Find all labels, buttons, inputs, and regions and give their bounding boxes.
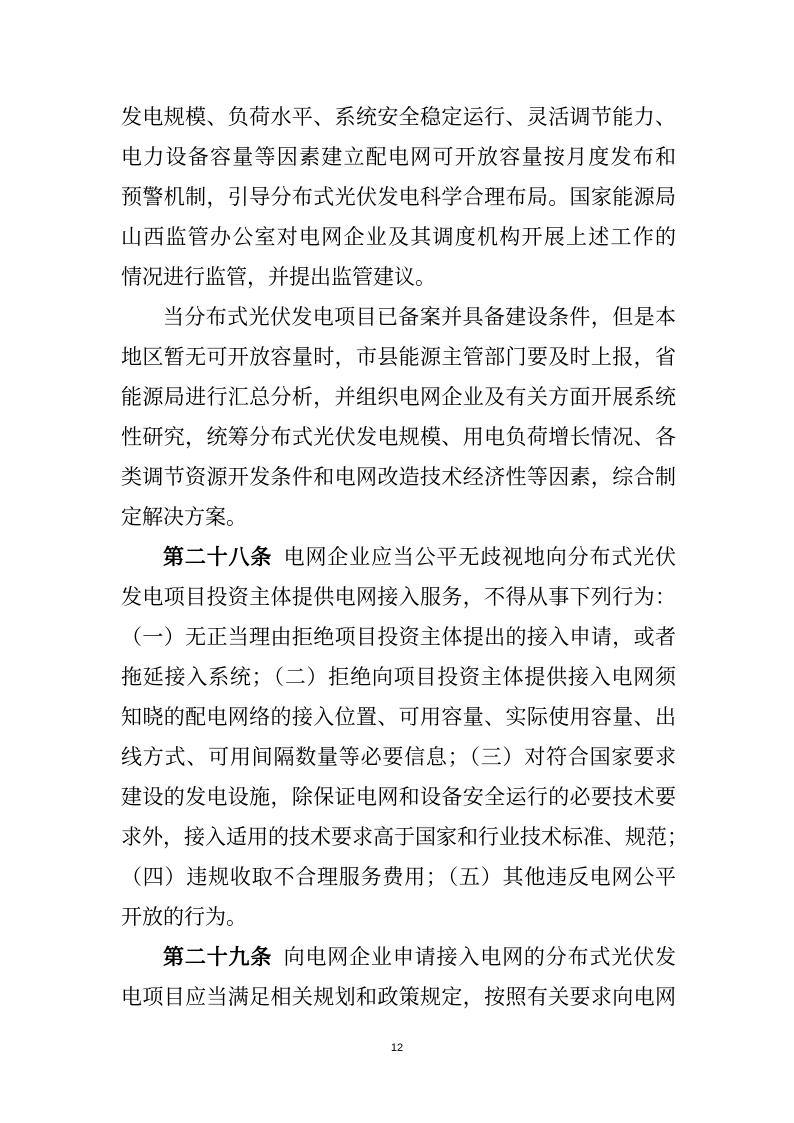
text-line: 山西监管办公室对电网企业及其调度机构开展上述工作的: [121, 225, 676, 249]
text-line: 发电规模、负荷水平、系统安全稳定运行、灵活调节能力、: [121, 105, 676, 129]
article-28-first-line: [121, 537, 676, 577]
text-line: 性研究，统筹分布式光伏发电规模、用电负荷增长情况、各: [121, 425, 676, 449]
text-line: 电项目应当满足相关规划和政策规定，按照有关要求向电网: [121, 985, 676, 1009]
text-line: 定解决方案。: [121, 505, 247, 529]
text-line: （四）违规收取不合理服务费用；（五）其他违反电网公平: [121, 865, 676, 889]
article-28-text: 电网企业应当公平无歧视地向分布式光伏: [282, 545, 677, 569]
article-29-heading: 第二十九条: [163, 945, 273, 969]
text-line: 知晓的配电网络的接入位置、可用容量、实际使用容量、出: [121, 705, 676, 729]
page-number: 12: [390, 1042, 404, 1054]
text-line: 地区暂无可开放容量时，市县能源主管部门要及时上报，省: [121, 345, 676, 369]
text-line: 开放的行为。: [121, 905, 247, 929]
article-29-first-line: [121, 937, 676, 977]
text-line: 建设的发电设施，除保证电网和设备安全运行的必要技术要: [121, 785, 676, 809]
text-line: 当分布式光伏发电项目已备案并具备建设条件，但是本: [163, 305, 676, 329]
text-line: 拖延接入系统；（二）拒绝向项目投资主体提供接入电网须: [121, 665, 676, 689]
text-line: 求外，接入适用的技术要求高于国家和行业技术标准、规范；: [121, 825, 688, 849]
text-line: 能源局进行汇总分析，并组织电网企业及有关方面开展系统: [121, 385, 676, 409]
text-line: 电力设备容量等因素建立配电网可开放容量按月度发布和: [121, 145, 676, 169]
body-text: [121, 97, 688, 1017]
article-28-heading: 第二十八条: [163, 545, 273, 569]
text-line: 类调节资源开发条件和电网改造技术经济性等因素，综合制: [121, 465, 676, 489]
article-29-text: 向电网企业申请接入电网的分布式光伏发: [282, 945, 677, 969]
text-line: 预警机制，引导分布式光伏发电科学合理布局。国家能源局: [121, 185, 676, 209]
text-line: 发电项目投资主体提供电网接入服务，不得从事下列行为：: [121, 585, 676, 609]
text-line: 线方式、可用间隔数量等必要信息；（三）对符合国家要求: [121, 745, 676, 769]
text-line: （一）无正当理由拒绝项目投资主体提出的接入申请，或者: [121, 625, 676, 649]
text-line: 情况进行监管，并提出监管建议。: [121, 265, 436, 289]
